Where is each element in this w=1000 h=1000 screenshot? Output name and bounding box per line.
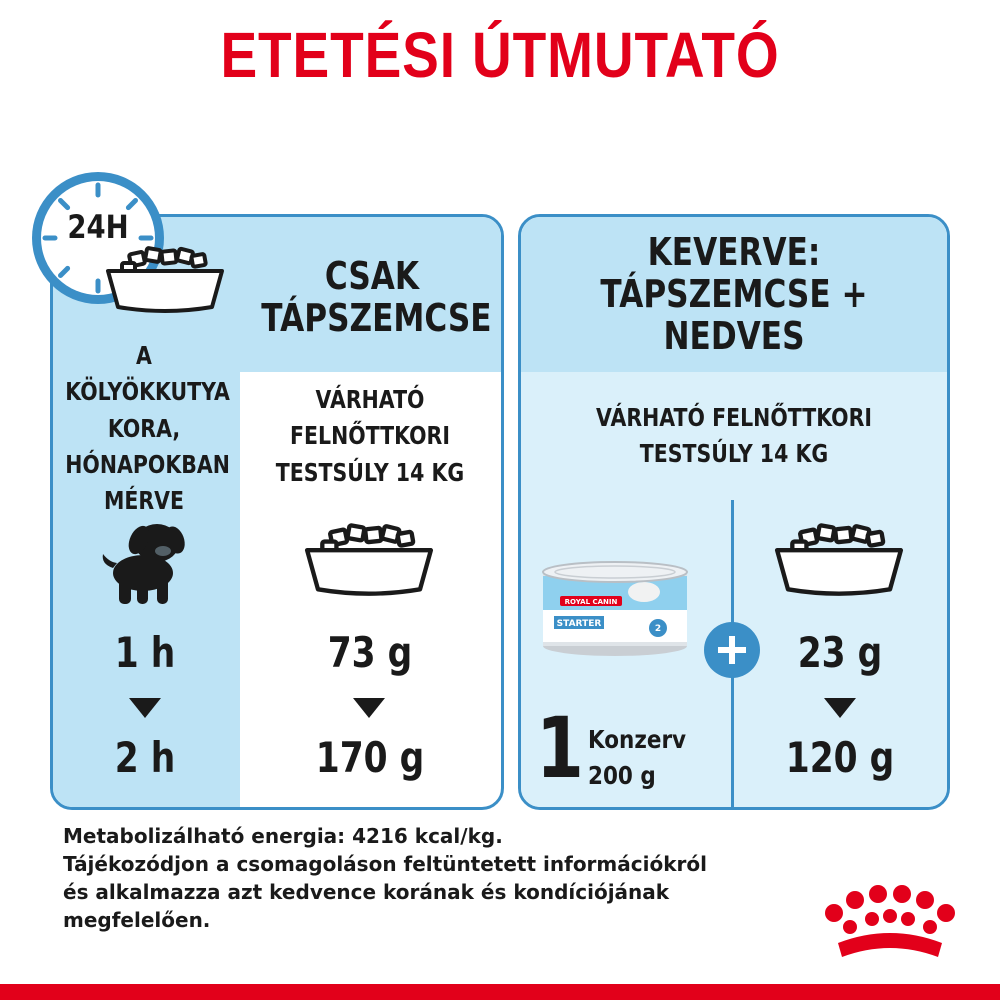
age-column-label: A KÖLYÖKKUTYA KORA, HÓNAPOKBAN MÉRVE [65,341,230,515]
can-brand-text: ROYAL CANIN [564,598,618,606]
dry-only-end-amount: 170 g [315,733,425,782]
can-count: 1 [536,699,584,797]
clock-label: 24H [67,208,129,246]
royal-canin-crown-logo [820,885,960,965]
mixed-dry-end-amount: 120 g [785,733,895,782]
can-product-name: STARTER [556,619,602,629]
footnote [63,822,823,934]
kibble-bowl-icon [768,522,910,598]
bottom-brand-bar [0,984,1000,1000]
age-end: 2 h [114,733,176,782]
dry-only-start-amount: 73 g [327,628,413,677]
energy-note: Metabolizálható energia: 4216 kcal/kg. [63,824,503,848]
down-arrow-icon [129,698,161,718]
down-arrow-icon [353,698,385,718]
mixed-expected-weight: VÁRHATÓ FELNŐTTKORI TESTSÚLY 14 KG [595,403,873,469]
advice-line-1: Tájékozódjon a csomagoláson feltüntetett információkról [63,852,707,876]
advice-line-2: és alkalmazza azt kedvence korának és kondíciójának [63,880,670,904]
advice-line-3: megfelelően. [63,908,211,932]
dry-only-expected-weight: VÁRHATÓ FELNŐTTKORI TESTSÚLY 14 KG [275,385,465,487]
dry-only-heading: CSAK TÁPSZEMCSE [261,254,492,340]
can-quantity [588,722,686,795]
can-unit: Konzerv [588,725,687,754]
puppy-icon [95,518,195,608]
can-product-number: 2 [654,624,662,634]
kibble-bowl-icon [100,245,230,315]
plus-icon [702,620,762,680]
mixed-heading: KEVERVE: TÁPSZEMCSE + NEDVES [600,230,868,358]
wet-food-can-icon [540,558,690,658]
mixed-dry-start-amount: 23 g [797,628,883,677]
down-arrow-icon [824,698,856,718]
page-title: ETETÉSI ÚTMUTATÓ [220,19,780,91]
age-start: 1 h [114,628,176,677]
can-weight: 200 g [588,761,656,791]
kibble-bowl-icon [298,522,440,598]
